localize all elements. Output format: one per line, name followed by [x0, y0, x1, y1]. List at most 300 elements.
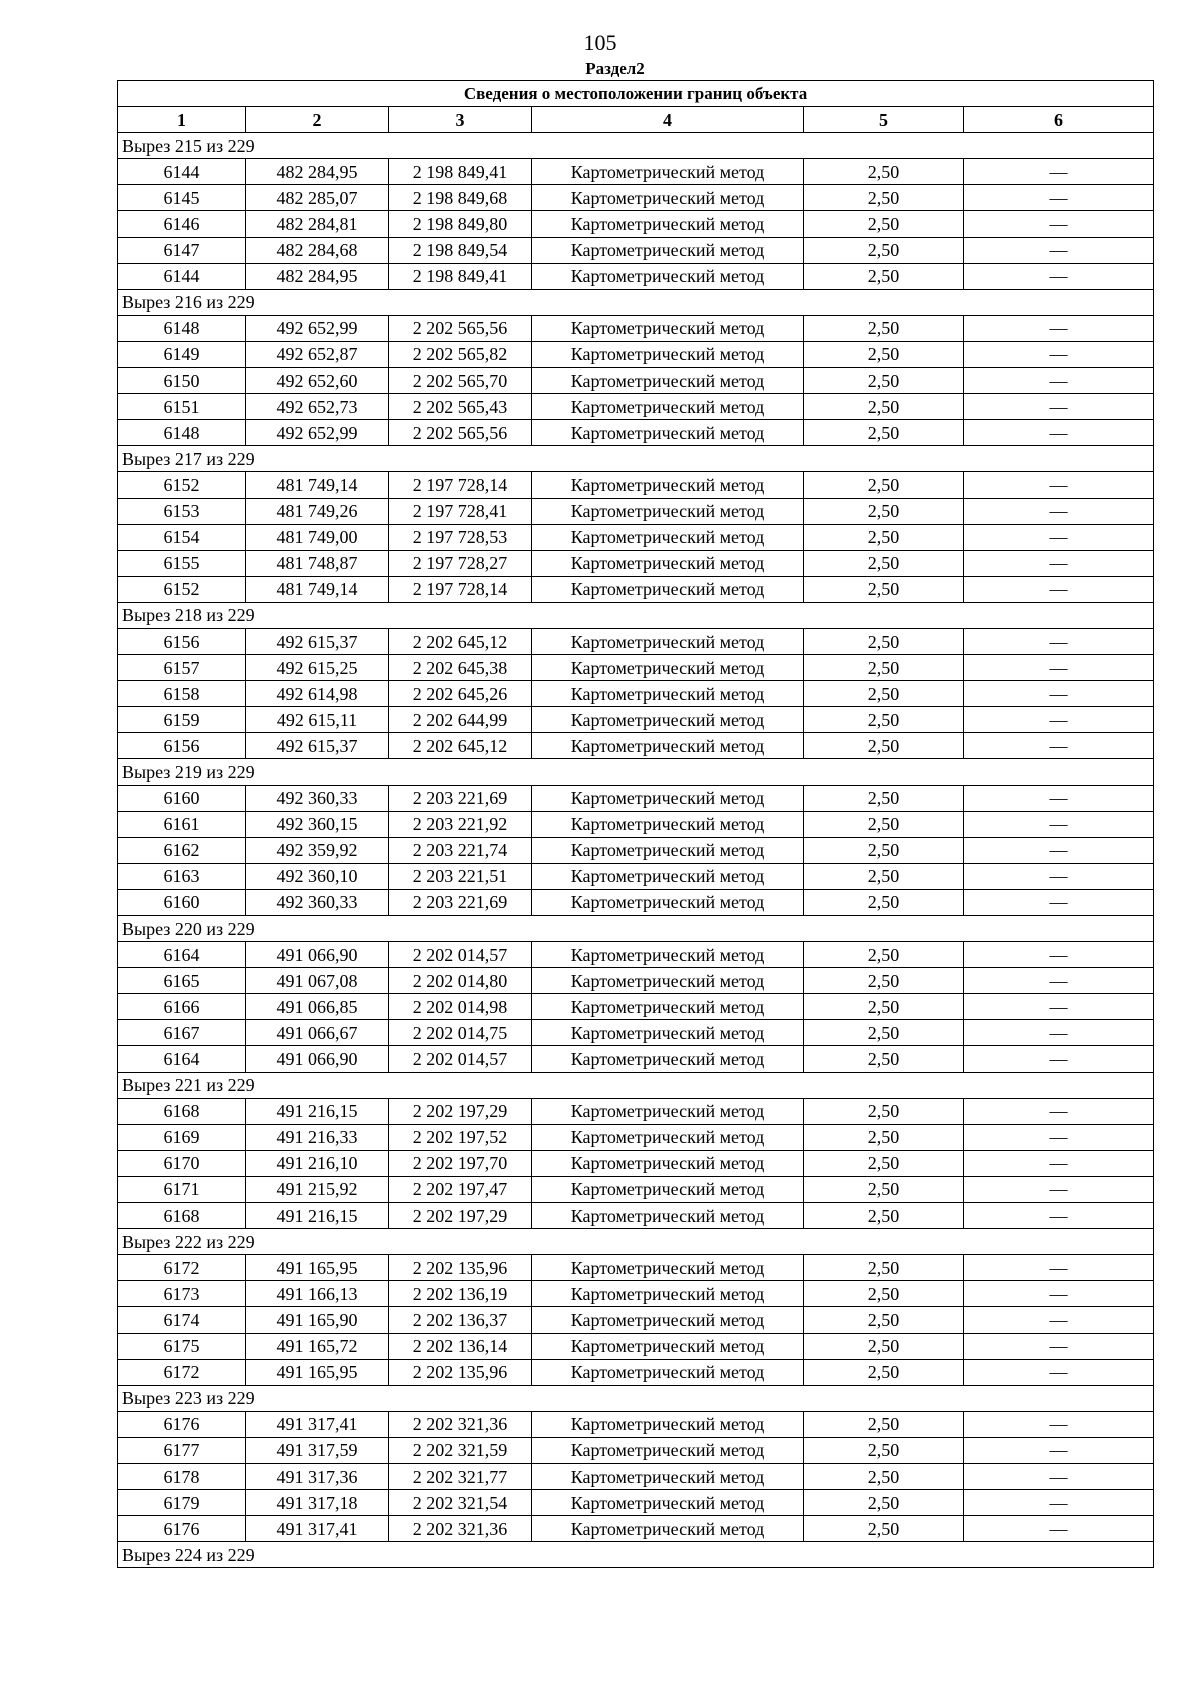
group-label: Вырез 216 из 229	[118, 289, 1154, 315]
accuracy-cell: 2,50	[804, 889, 964, 915]
accuracy-cell: 2,50	[804, 655, 964, 681]
x-coordinate-cell: 491 317,41	[246, 1411, 389, 1437]
x-coordinate-cell: 481 749,14	[246, 576, 389, 602]
table-row	[118, 550, 1154, 576]
table-row	[118, 1255, 1154, 1281]
table-row	[118, 785, 1154, 811]
method-cell: Картометрический метод	[532, 1516, 804, 1542]
note-cell: —	[964, 576, 1154, 602]
x-coordinate-cell: 482 284,95	[246, 263, 389, 289]
y-coordinate-cell: 2 202 014,57	[389, 1046, 532, 1072]
accuracy-cell: 2,50	[804, 1176, 964, 1202]
note-cell: —	[964, 185, 1154, 211]
y-coordinate-cell: 2 202 136,14	[389, 1333, 532, 1359]
accuracy-cell: 2,50	[804, 1150, 964, 1176]
group-header-row	[118, 759, 1154, 785]
point-number-cell: 6154	[118, 524, 246, 550]
note-cell: —	[964, 315, 1154, 341]
method-cell: Картометрический метод	[532, 785, 804, 811]
method-cell: Картометрический метод	[532, 1150, 804, 1176]
point-number-cell: 6172	[118, 1359, 246, 1385]
note-cell: —	[964, 707, 1154, 733]
point-number-cell: 6157	[118, 655, 246, 681]
point-number-cell: 6153	[118, 498, 246, 524]
method-cell: Картометрический метод	[532, 1124, 804, 1150]
x-coordinate-cell: 491 317,36	[246, 1463, 389, 1489]
group-label: Вырез 215 из 229	[118, 133, 1154, 159]
group-label: Вырез 219 из 229	[118, 759, 1154, 785]
note-cell: —	[964, 811, 1154, 837]
table-row	[118, 942, 1154, 968]
method-cell: Картометрический метод	[532, 811, 804, 837]
accuracy-cell: 2,50	[804, 785, 964, 811]
accuracy-cell: 2,50	[804, 811, 964, 837]
point-number-cell: 6156	[118, 628, 246, 654]
point-number-cell: 6160	[118, 889, 246, 915]
y-coordinate-cell: 2 202 321,59	[389, 1437, 532, 1463]
column-header-3: 3	[389, 107, 532, 133]
note-cell: —	[964, 1333, 1154, 1359]
table-row	[118, 368, 1154, 394]
table-row	[118, 185, 1154, 211]
x-coordinate-cell: 491 067,08	[246, 968, 389, 994]
accuracy-cell: 2,50	[804, 263, 964, 289]
y-coordinate-cell: 2 202 565,43	[389, 394, 532, 420]
x-coordinate-cell: 491 066,85	[246, 994, 389, 1020]
group-header-row	[118, 1229, 1154, 1255]
table-row	[118, 681, 1154, 707]
method-cell: Картометрический метод	[532, 185, 804, 211]
accuracy-cell: 2,50	[804, 394, 964, 420]
accuracy-cell: 2,50	[804, 1437, 964, 1463]
group-header-row	[118, 1542, 1154, 1568]
method-cell: Картометрический метод	[532, 498, 804, 524]
point-number-cell: 6167	[118, 1020, 246, 1046]
x-coordinate-cell: 491 215,92	[246, 1176, 389, 1202]
point-number-cell: 6158	[118, 681, 246, 707]
table-row	[118, 994, 1154, 1020]
table-row	[118, 837, 1154, 863]
note-cell: —	[964, 628, 1154, 654]
group-header-row	[118, 916, 1154, 942]
table-row	[118, 628, 1154, 654]
note-cell: —	[964, 1359, 1154, 1385]
accuracy-cell: 2,50	[804, 315, 964, 341]
note-cell: —	[964, 655, 1154, 681]
accuracy-cell: 2,50	[804, 1281, 964, 1307]
point-number-cell: 6164	[118, 1046, 246, 1072]
note-cell: —	[964, 942, 1154, 968]
table-row	[118, 472, 1154, 498]
group-label: Вырез 221 из 229	[118, 1072, 1154, 1098]
group-label: Вырез 223 из 229	[118, 1385, 1154, 1411]
y-coordinate-cell: 2 197 728,14	[389, 472, 532, 498]
accuracy-cell: 2,50	[804, 237, 964, 263]
accuracy-cell: 2,50	[804, 1411, 964, 1437]
note-cell: —	[964, 1307, 1154, 1333]
table-row	[118, 1307, 1154, 1333]
method-cell: Картометрический метод	[532, 707, 804, 733]
y-coordinate-cell: 2 202 321,77	[389, 1463, 532, 1489]
x-coordinate-cell: 481 749,14	[246, 472, 389, 498]
accuracy-cell: 2,50	[804, 707, 964, 733]
table-row	[118, 811, 1154, 837]
table-row	[118, 1124, 1154, 1150]
x-coordinate-cell: 492 360,15	[246, 811, 389, 837]
x-coordinate-cell: 491 165,95	[246, 1255, 389, 1281]
method-cell: Картометрический метод	[532, 1411, 804, 1437]
y-coordinate-cell: 2 202 645,12	[389, 733, 532, 759]
method-cell: Картометрический метод	[532, 863, 804, 889]
note-cell: —	[964, 889, 1154, 915]
method-cell: Картометрический метод	[532, 1098, 804, 1124]
table-row	[118, 1333, 1154, 1359]
x-coordinate-cell: 491 216,15	[246, 1098, 389, 1124]
point-number-cell: 6148	[118, 315, 246, 341]
note-cell: —	[964, 1124, 1154, 1150]
note-cell: —	[964, 524, 1154, 550]
accuracy-cell: 2,50	[804, 968, 964, 994]
group-label: Вырез 217 из 229	[118, 446, 1154, 472]
x-coordinate-cell: 492 615,25	[246, 655, 389, 681]
x-coordinate-cell: 481 748,87	[246, 550, 389, 576]
y-coordinate-cell: 2 202 645,26	[389, 681, 532, 707]
group-label: Вырез 222 из 229	[118, 1229, 1154, 1255]
y-coordinate-cell: 2 198 849,80	[389, 211, 532, 237]
column-header-6: 6	[964, 107, 1154, 133]
accuracy-cell: 2,50	[804, 1255, 964, 1281]
point-number-cell: 6161	[118, 811, 246, 837]
accuracy-cell: 2,50	[804, 733, 964, 759]
coordinates-table	[117, 80, 1154, 1568]
y-coordinate-cell: 2 202 197,29	[389, 1203, 532, 1229]
accuracy-cell: 2,50	[804, 1463, 964, 1489]
method-cell: Картометрический метод	[532, 1281, 804, 1307]
x-coordinate-cell: 482 284,81	[246, 211, 389, 237]
group-label: Вырез 224 из 229	[118, 1542, 1154, 1568]
x-coordinate-cell: 492 615,37	[246, 733, 389, 759]
x-coordinate-cell: 492 360,33	[246, 889, 389, 915]
table-row	[118, 263, 1154, 289]
table-row	[118, 1020, 1154, 1046]
point-number-cell: 6156	[118, 733, 246, 759]
y-coordinate-cell: 2 202 565,70	[389, 368, 532, 394]
note-cell: —	[964, 1490, 1154, 1516]
x-coordinate-cell: 481 749,26	[246, 498, 389, 524]
note-cell: —	[964, 211, 1154, 237]
accuracy-cell: 2,50	[804, 524, 964, 550]
method-cell: Картометрический метод	[532, 628, 804, 654]
accuracy-cell: 2,50	[804, 628, 964, 654]
accuracy-cell: 2,50	[804, 1307, 964, 1333]
note-cell: —	[964, 1203, 1154, 1229]
x-coordinate-cell: 492 615,11	[246, 707, 389, 733]
x-coordinate-cell: 492 652,87	[246, 341, 389, 367]
method-cell: Картометрический метод	[532, 655, 804, 681]
table-row	[118, 315, 1154, 341]
method-cell: Картометрический метод	[532, 1490, 804, 1516]
point-number-cell: 6147	[118, 237, 246, 263]
y-coordinate-cell: 2 202 645,38	[389, 655, 532, 681]
table-row	[118, 1046, 1154, 1072]
method-cell: Картометрический метод	[532, 1255, 804, 1281]
point-number-cell: 6176	[118, 1411, 246, 1437]
note-cell: —	[964, 1176, 1154, 1202]
method-cell: Картометрический метод	[532, 394, 804, 420]
accuracy-cell: 2,50	[804, 837, 964, 863]
point-number-cell: 6168	[118, 1203, 246, 1229]
point-number-cell: 6169	[118, 1124, 246, 1150]
x-coordinate-cell: 491 066,67	[246, 1020, 389, 1046]
point-number-cell: 6162	[118, 837, 246, 863]
point-number-cell: 6152	[118, 576, 246, 602]
point-number-cell: 6145	[118, 185, 246, 211]
x-coordinate-cell: 491 165,90	[246, 1307, 389, 1333]
y-coordinate-cell: 2 202 321,36	[389, 1411, 532, 1437]
group-label: Вырез 218 из 229	[118, 602, 1154, 628]
y-coordinate-cell: 2 202 014,80	[389, 968, 532, 994]
x-coordinate-cell: 491 216,15	[246, 1203, 389, 1229]
column-header-2: 2	[246, 107, 389, 133]
accuracy-cell: 2,50	[804, 472, 964, 498]
group-label: Вырез 220 из 229	[118, 916, 1154, 942]
x-coordinate-cell: 492 652,99	[246, 420, 389, 446]
note-cell: —	[964, 837, 1154, 863]
note-cell: —	[964, 863, 1154, 889]
note-cell: —	[964, 394, 1154, 420]
x-coordinate-cell: 492 614,98	[246, 681, 389, 707]
table-row	[118, 1098, 1154, 1124]
y-coordinate-cell: 2 197 728,53	[389, 524, 532, 550]
point-number-cell: 6150	[118, 368, 246, 394]
accuracy-cell: 2,50	[804, 942, 964, 968]
accuracy-cell: 2,50	[804, 681, 964, 707]
group-header-row	[118, 133, 1154, 159]
note-cell: —	[964, 159, 1154, 185]
accuracy-cell: 2,50	[804, 1490, 964, 1516]
accuracy-cell: 2,50	[804, 1333, 964, 1359]
table-row	[118, 420, 1154, 446]
table-row	[118, 1176, 1154, 1202]
column-header-row	[118, 107, 1154, 133]
note-cell: —	[964, 1150, 1154, 1176]
point-number-cell: 6175	[118, 1333, 246, 1359]
x-coordinate-cell: 491 317,41	[246, 1516, 389, 1542]
x-coordinate-cell: 492 360,10	[246, 863, 389, 889]
accuracy-cell: 2,50	[804, 576, 964, 602]
table-row	[118, 1490, 1154, 1516]
method-cell: Картометрический метод	[532, 1307, 804, 1333]
method-cell: Картометрический метод	[532, 550, 804, 576]
y-coordinate-cell: 2 202 135,96	[389, 1359, 532, 1385]
method-cell: Картометрический метод	[532, 1437, 804, 1463]
accuracy-cell: 2,50	[804, 863, 964, 889]
point-number-cell: 6144	[118, 159, 246, 185]
table-row	[118, 1411, 1154, 1437]
y-coordinate-cell: 2 198 849,68	[389, 185, 532, 211]
note-cell: —	[964, 237, 1154, 263]
x-coordinate-cell: 482 284,95	[246, 159, 389, 185]
table-row	[118, 341, 1154, 367]
group-header-row	[118, 289, 1154, 315]
method-cell: Картометрический метод	[532, 237, 804, 263]
note-cell: —	[964, 1255, 1154, 1281]
y-coordinate-cell: 2 197 728,14	[389, 576, 532, 602]
point-number-cell: 6151	[118, 394, 246, 420]
group-header-row	[118, 602, 1154, 628]
accuracy-cell: 2,50	[804, 159, 964, 185]
x-coordinate-cell: 481 749,00	[246, 524, 389, 550]
point-number-cell: 6152	[118, 472, 246, 498]
point-number-cell: 6179	[118, 1490, 246, 1516]
table-title-row	[118, 81, 1154, 107]
table-row	[118, 707, 1154, 733]
point-number-cell: 6177	[118, 1437, 246, 1463]
point-number-cell: 6171	[118, 1176, 246, 1202]
point-number-cell: 6170	[118, 1150, 246, 1176]
note-cell: —	[964, 1437, 1154, 1463]
y-coordinate-cell: 2 202 565,82	[389, 341, 532, 367]
accuracy-cell: 2,50	[804, 1203, 964, 1229]
note-cell: —	[964, 472, 1154, 498]
note-cell: —	[964, 1046, 1154, 1072]
point-number-cell: 6146	[118, 211, 246, 237]
column-header-5: 5	[804, 107, 964, 133]
y-coordinate-cell: 2 202 644,99	[389, 707, 532, 733]
method-cell: Картометрический метод	[532, 1333, 804, 1359]
y-coordinate-cell: 2 203 221,92	[389, 811, 532, 837]
point-number-cell: 6178	[118, 1463, 246, 1489]
note-cell: —	[964, 733, 1154, 759]
note-cell: —	[964, 368, 1154, 394]
y-coordinate-cell: 2 202 565,56	[389, 420, 532, 446]
y-coordinate-cell: 2 202 014,98	[389, 994, 532, 1020]
table-row	[118, 655, 1154, 681]
method-cell: Картометрический метод	[532, 968, 804, 994]
method-cell: Картометрический метод	[532, 1203, 804, 1229]
method-cell: Картометрический метод	[532, 524, 804, 550]
x-coordinate-cell: 491 317,18	[246, 1490, 389, 1516]
point-number-cell: 6148	[118, 420, 246, 446]
table-row	[118, 237, 1154, 263]
table-row	[118, 1463, 1154, 1489]
accuracy-cell: 2,50	[804, 994, 964, 1020]
table-row	[118, 524, 1154, 550]
table-row	[118, 211, 1154, 237]
y-coordinate-cell: 2 203 221,69	[389, 785, 532, 811]
method-cell: Картометрический метод	[532, 315, 804, 341]
y-coordinate-cell: 2 202 136,19	[389, 1281, 532, 1307]
y-coordinate-cell: 2 202 136,37	[389, 1307, 532, 1333]
accuracy-cell: 2,50	[804, 550, 964, 576]
accuracy-cell: 2,50	[804, 341, 964, 367]
y-coordinate-cell: 2 202 197,52	[389, 1124, 532, 1150]
point-number-cell: 6165	[118, 968, 246, 994]
note-cell: —	[964, 1281, 1154, 1307]
method-cell: Картометрический метод	[532, 341, 804, 367]
note-cell: —	[964, 1463, 1154, 1489]
group-header-row	[118, 1072, 1154, 1098]
y-coordinate-cell: 2 197 728,27	[389, 550, 532, 576]
point-number-cell: 6173	[118, 1281, 246, 1307]
y-coordinate-cell: 2 203 221,69	[389, 889, 532, 915]
x-coordinate-cell: 491 165,95	[246, 1359, 389, 1385]
table-row	[118, 576, 1154, 602]
y-coordinate-cell: 2 198 849,54	[389, 237, 532, 263]
note-cell: —	[964, 681, 1154, 707]
method-cell: Картометрический метод	[532, 1359, 804, 1385]
y-coordinate-cell: 2 202 135,96	[389, 1255, 532, 1281]
method-cell: Картометрический метод	[532, 1176, 804, 1202]
accuracy-cell: 2,50	[804, 1516, 964, 1542]
note-cell: —	[964, 550, 1154, 576]
point-number-cell: 6144	[118, 263, 246, 289]
note-cell: —	[964, 341, 1154, 367]
point-number-cell: 6155	[118, 550, 246, 576]
y-coordinate-cell: 2 197 728,41	[389, 498, 532, 524]
method-cell: Картометрический метод	[532, 942, 804, 968]
accuracy-cell: 2,50	[804, 1359, 964, 1385]
point-number-cell: 6149	[118, 341, 246, 367]
table-row	[118, 1516, 1154, 1542]
y-coordinate-cell: 2 198 849,41	[389, 159, 532, 185]
note-cell: —	[964, 785, 1154, 811]
y-coordinate-cell: 2 198 849,41	[389, 263, 532, 289]
table-title: Сведения о местоположении границ объекта	[118, 81, 1154, 107]
note-cell: —	[964, 420, 1154, 446]
method-cell: Картометрический метод	[532, 889, 804, 915]
page-number: 105	[583, 30, 617, 55]
x-coordinate-cell: 492 652,99	[246, 315, 389, 341]
note-cell: —	[964, 968, 1154, 994]
note-cell: —	[964, 498, 1154, 524]
note-cell: —	[964, 994, 1154, 1020]
y-coordinate-cell: 2 202 565,56	[389, 315, 532, 341]
y-coordinate-cell: 2 203 221,74	[389, 837, 532, 863]
accuracy-cell: 2,50	[804, 185, 964, 211]
method-cell: Картометрический метод	[532, 1020, 804, 1046]
group-header-row	[118, 446, 1154, 472]
y-coordinate-cell: 2 202 014,75	[389, 1020, 532, 1046]
table-row	[118, 1281, 1154, 1307]
table-row	[118, 394, 1154, 420]
table-body	[118, 133, 1154, 1568]
point-number-cell: 6163	[118, 863, 246, 889]
table-row	[118, 968, 1154, 994]
x-coordinate-cell: 491 066,90	[246, 942, 389, 968]
accuracy-cell: 2,50	[804, 498, 964, 524]
table-row	[118, 889, 1154, 915]
table-row	[118, 1359, 1154, 1385]
method-cell: Картометрический метод	[532, 733, 804, 759]
x-coordinate-cell: 492 652,60	[246, 368, 389, 394]
x-coordinate-cell: 492 615,37	[246, 628, 389, 654]
column-header-4: 4	[532, 107, 804, 133]
group-header-row	[118, 1385, 1154, 1411]
y-coordinate-cell: 2 202 321,54	[389, 1490, 532, 1516]
y-coordinate-cell: 2 202 197,29	[389, 1098, 532, 1124]
point-number-cell: 6176	[118, 1516, 246, 1542]
method-cell: Картометрический метод	[532, 837, 804, 863]
x-coordinate-cell: 491 317,59	[246, 1437, 389, 1463]
method-cell: Картометрический метод	[532, 263, 804, 289]
method-cell: Картометрический метод	[532, 420, 804, 446]
point-number-cell: 6164	[118, 942, 246, 968]
x-coordinate-cell: 492 652,73	[246, 394, 389, 420]
note-cell: —	[964, 1411, 1154, 1437]
method-cell: Картометрический метод	[532, 994, 804, 1020]
y-coordinate-cell: 2 202 014,57	[389, 942, 532, 968]
